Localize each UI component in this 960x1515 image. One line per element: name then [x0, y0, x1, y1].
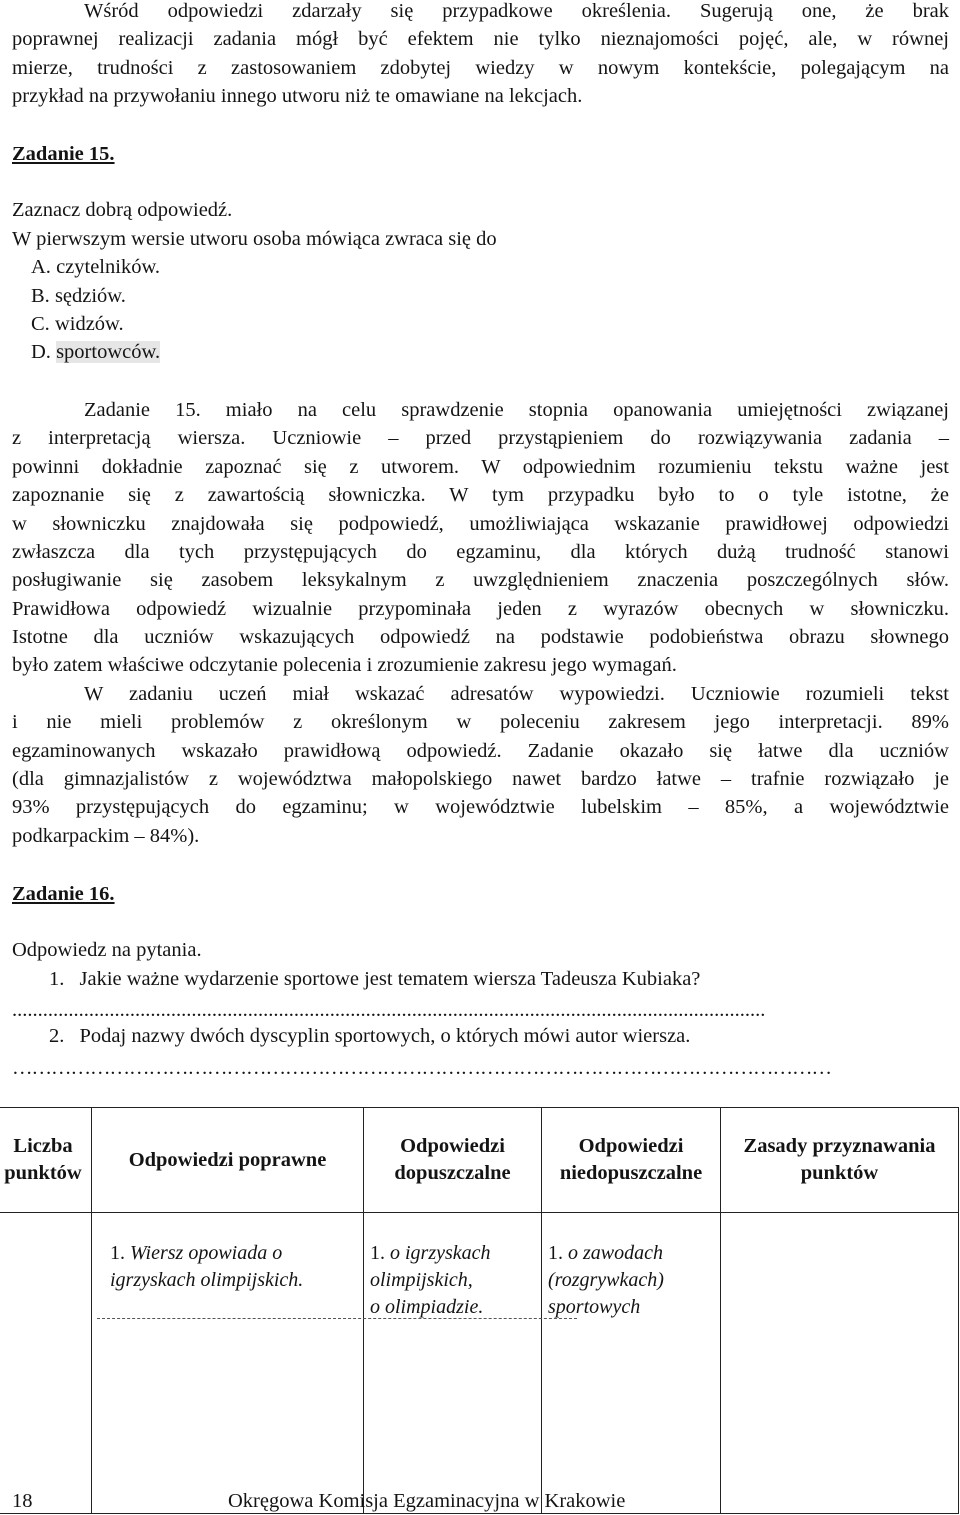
answer-dots-2: ………………………………………………………………………………………………………………: [12, 1057, 831, 1079]
question-text: Jakie ważne wydarzenie sportowe jest tematem wiersza Tadeusza Kubiaka?: [79, 968, 701, 990]
table-row: [0, 1213, 959, 1514]
commentary-line: z interpretacją wiersza. Uczniowie – przed przystąpieniem do rozwiązywania zadania –: [12, 427, 949, 449]
cell-text: o zawodach (rozgrywkach) sportowych: [548, 1242, 664, 1318]
task16-question-1: [49, 965, 700, 993]
option-letter: C.: [31, 313, 50, 335]
cell-correct: [92, 1213, 364, 1514]
option-text: widzów.: [54, 313, 124, 335]
commentary-line: zapoznanie się z zawartością słowniczka. W tym przypadku było to o tyle istotne, że: [12, 484, 949, 506]
option-text: czytelników.: [56, 256, 161, 278]
dashed-separator: [97, 1318, 577, 1319]
cell-unacceptable: [542, 1213, 721, 1514]
commentary-line: powinni dokładnie zapoznać się z utworem. W odpowiednim rozumieniu tekstu ważne jest: [12, 456, 949, 478]
commentary-line: posługiwanie się zasobem leksykalnym z uwzględnieniem znaczenia poszczególnych słów.: [12, 569, 949, 591]
intro-line-3: mierze, trudności z zastosowaniem zdobytej wiedzy w nowym kontekście, polegającym na: [12, 57, 949, 79]
option-c: [31, 310, 124, 338]
commentary-line: było zatem właściwe odczytanie polecenia i zrozumienie zakresu jego wymagań.: [12, 654, 677, 676]
cell-points: [0, 1213, 92, 1514]
option-letter: A.: [31, 256, 51, 278]
option-d: [31, 338, 160, 366]
cell-rules: [721, 1213, 959, 1514]
option-b: [31, 282, 126, 310]
option-a: [31, 253, 160, 281]
cell-acceptable: [364, 1213, 542, 1514]
table-header-row: [0, 1108, 959, 1213]
commentary-line: 93% przystępujących do egzaminu; w województwie lubelskim – 85%, a województwie: [12, 796, 949, 818]
question-text: Podaj nazwy dwóch dyscyplin sportowych, o których mówi autor wiersza.: [79, 1025, 691, 1047]
option-text-highlighted: sportowców.: [56, 341, 161, 363]
cell-text-2: o olimpiadzie.: [370, 1296, 484, 1318]
commentary-line: w słowniczku znajdowała się podpowiedź, umożliwiająca wskazanie prawidłowej odpowiedzi: [12, 513, 949, 535]
option-letter: B.: [31, 285, 50, 307]
cell-text: o igrzyskach olimpijskich,: [370, 1242, 491, 1291]
commentary-line: zwłaszcza dla tych przystępujących do egzaminu, dla których dużą trudność stanowi: [12, 541, 949, 563]
intro-line-1: Wśród odpowiedzi zdarzały się przypadkowe określenia. Sugerują one, że brak: [84, 0, 949, 22]
header-rules: Zasady przyznawania punktów: [721, 1108, 959, 1213]
commentary-line: egzaminowanych wskazało prawidłową odpowiedź. Zadanie okazało się łatwe dla uczniów: [12, 740, 949, 762]
header-points: Liczba punktów: [0, 1108, 92, 1213]
cell-number: 1.: [548, 1242, 563, 1264]
task15-heading: Zadanie 15.: [12, 143, 115, 165]
header-acceptable: Odpowiedzi dopuszczalne: [364, 1108, 542, 1213]
commentary-line: podkarpackim – 84%).: [12, 825, 200, 847]
commentary-line: (dla gimnazjalistów z województwa małopolskiego nawet bardzo łatwe – trafnie rozwiązało je: [12, 768, 949, 790]
page-number: 18: [12, 1490, 33, 1512]
question-number: 2.: [49, 1025, 65, 1047]
cell-number: 1.: [370, 1242, 385, 1264]
commentary-line: Zadanie 15. miało na celu sprawdzenie stopnia opanowania umiejętności związanej: [84, 399, 949, 421]
question-number: 1.: [49, 968, 65, 990]
option-text: sędziów.: [54, 285, 126, 307]
cell-number: 1.: [110, 1242, 125, 1264]
scoring-table: [0, 1107, 959, 1514]
intro-line-4: przykład na przywołaniu innego utworu niż te omawiane na lekcjach.: [12, 85, 583, 107]
commentary-line: W zadaniu uczeń miał wskazać adresatów wypowiedzi. Uczniowie rozumieli tekst: [84, 683, 949, 705]
answer-dots-1: ...................................................................................................................................................: [12, 999, 766, 1021]
option-letter: D.: [31, 341, 51, 363]
commentary-line: Istotne dla uczniów wskazujących odpowiedź na podstawie podobieństwa obrazu słownego: [12, 626, 949, 648]
task16-heading: Zadanie 16.: [12, 883, 115, 905]
intro-line-2: poprawnej realizacji zadania mógł być efektem nie tylko nieznajomości pojęć, ale, w równej: [12, 28, 949, 50]
task15-instruction: Zaznacz dobrą odpowiedź.: [12, 199, 233, 221]
task16-instruction: Odpowiedz na pytania.: [12, 939, 202, 961]
commentary-line: Prawidłowa odpowiedź wizualnie przypominała jeden z wyrazów obecnych w słowniczku.: [12, 598, 949, 620]
publisher-name: Okręgowa Komisja Egzaminacyjna w Krakowie: [228, 1490, 626, 1512]
cell-text: Wiersz opowiada o igrzyskach olimpijskich.: [110, 1242, 304, 1291]
header-unacceptable: Odpowiedzi niedopuszczalne: [542, 1108, 721, 1213]
commentary-line: i nie mieli problemów z określonym w poleceniu zakresem jego interpretacji. 89%: [12, 711, 949, 733]
task16-question-2: [49, 1022, 690, 1050]
task15-question: W pierwszym wersie utworu osoba mówiąca zwraca się do: [12, 228, 497, 250]
header-correct: Odpowiedzi poprawne: [92, 1108, 364, 1213]
